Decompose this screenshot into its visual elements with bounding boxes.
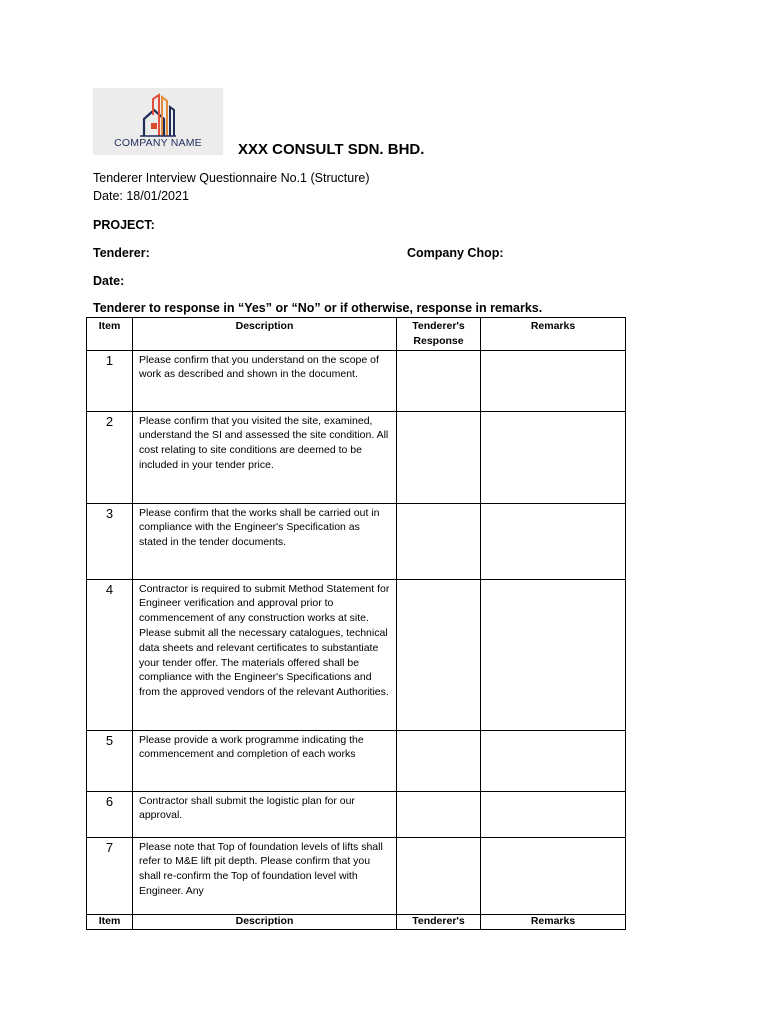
response-cell[interactable]	[397, 579, 481, 730]
table-row	[87, 730, 626, 791]
item-number: 6	[87, 791, 133, 837]
table-row	[87, 350, 626, 411]
table-row	[87, 791, 626, 837]
instruction-text: Tenderer to response in “Yes” or “No” or if otherwise, response in remarks.	[93, 301, 543, 315]
footer-header-response: Tenderer's	[397, 914, 481, 929]
response-cell[interactable]	[397, 837, 481, 914]
header-response-line2: Response	[413, 334, 464, 347]
header-description: Description	[133, 318, 397, 351]
building-logo-icon	[139, 93, 177, 137]
remarks-cell[interactable]	[481, 730, 626, 791]
item-description: Please note that Top of foundation levels of lifts shall refer to M&E lift pit depth. Please confirm that you shall re-confirm the Top of foundation level with Engineer. Any	[133, 837, 397, 914]
item-description: Please provide a work programme indicating the commencement and completion of each works	[133, 730, 397, 791]
response-cell[interactable]	[397, 503, 481, 579]
item-description: Contractor is required to submit Method Statement for Engineer verification and approval prior to commencement of any construction works at site. Please submit all the necessary catalogues, technical data sheets and relevant certificates to substantiate your tender offer. The materials offered shall be compliance with the Engineer's Specifications and from the approved vendors of the relevant Authorities.	[133, 579, 397, 730]
logo-text: COMPANY NAME	[114, 137, 202, 149]
item-description: Please confirm that you understand on the scope of work as described and shown in the document.	[133, 350, 397, 411]
remarks-cell[interactable]	[481, 411, 626, 503]
footer-header-description: Description	[133, 914, 397, 929]
header-item: Item	[87, 318, 133, 351]
remarks-cell[interactable]	[481, 579, 626, 730]
response-cell[interactable]	[397, 411, 481, 503]
item-description: Please confirm that the works shall be carried out in compliance with the Engineer's Specification as stated in the tender documents.	[133, 503, 397, 579]
date-label: Date:	[93, 274, 125, 288]
item-number: 3	[87, 503, 133, 579]
response-cell[interactable]	[397, 791, 481, 837]
table-row	[87, 837, 626, 914]
header-response-line1: Tenderer's	[412, 320, 465, 332]
header-remarks: Remarks	[481, 318, 626, 351]
item-number: 4	[87, 579, 133, 730]
item-number: 7	[87, 837, 133, 914]
item-number: 5	[87, 730, 133, 791]
table-row	[87, 579, 626, 730]
table-header-row	[87, 318, 626, 351]
response-cell[interactable]	[397, 350, 481, 411]
item-description: Please confirm that you visited the site, examined, understand the SI and assessed the site condition. All cost relating to site conditions are deemed to be included in your tender price.	[133, 411, 397, 503]
company-logo	[93, 88, 223, 155]
footer-header-remarks: Remarks	[481, 914, 626, 929]
questionnaire-title: Tenderer Interview Questionnaire No.1 (Structure)	[93, 171, 370, 185]
tenderer-label: Tenderer:	[93, 246, 150, 260]
header-response	[397, 318, 481, 351]
questionnaire-table	[86, 317, 626, 930]
company-name: XXX CONSULT SDN. BHD.	[238, 141, 425, 158]
project-label: PROJECT:	[93, 218, 155, 232]
item-number: 1	[87, 350, 133, 411]
response-cell[interactable]	[397, 730, 481, 791]
item-number: 2	[87, 411, 133, 503]
item-description: Contractor shall submit the logistic plan for our approval.	[133, 791, 397, 837]
table-footer-header-row	[87, 914, 626, 929]
document-date: Date: 18/01/2021	[93, 189, 189, 203]
footer-header-item: Item	[87, 914, 133, 929]
table-row	[87, 503, 626, 579]
table-row	[87, 411, 626, 503]
remarks-cell[interactable]	[481, 503, 626, 579]
remarks-cell[interactable]	[481, 350, 626, 411]
remarks-cell[interactable]	[481, 791, 626, 837]
remarks-cell[interactable]	[481, 837, 626, 914]
company-chop-label: Company Chop:	[407, 246, 504, 260]
